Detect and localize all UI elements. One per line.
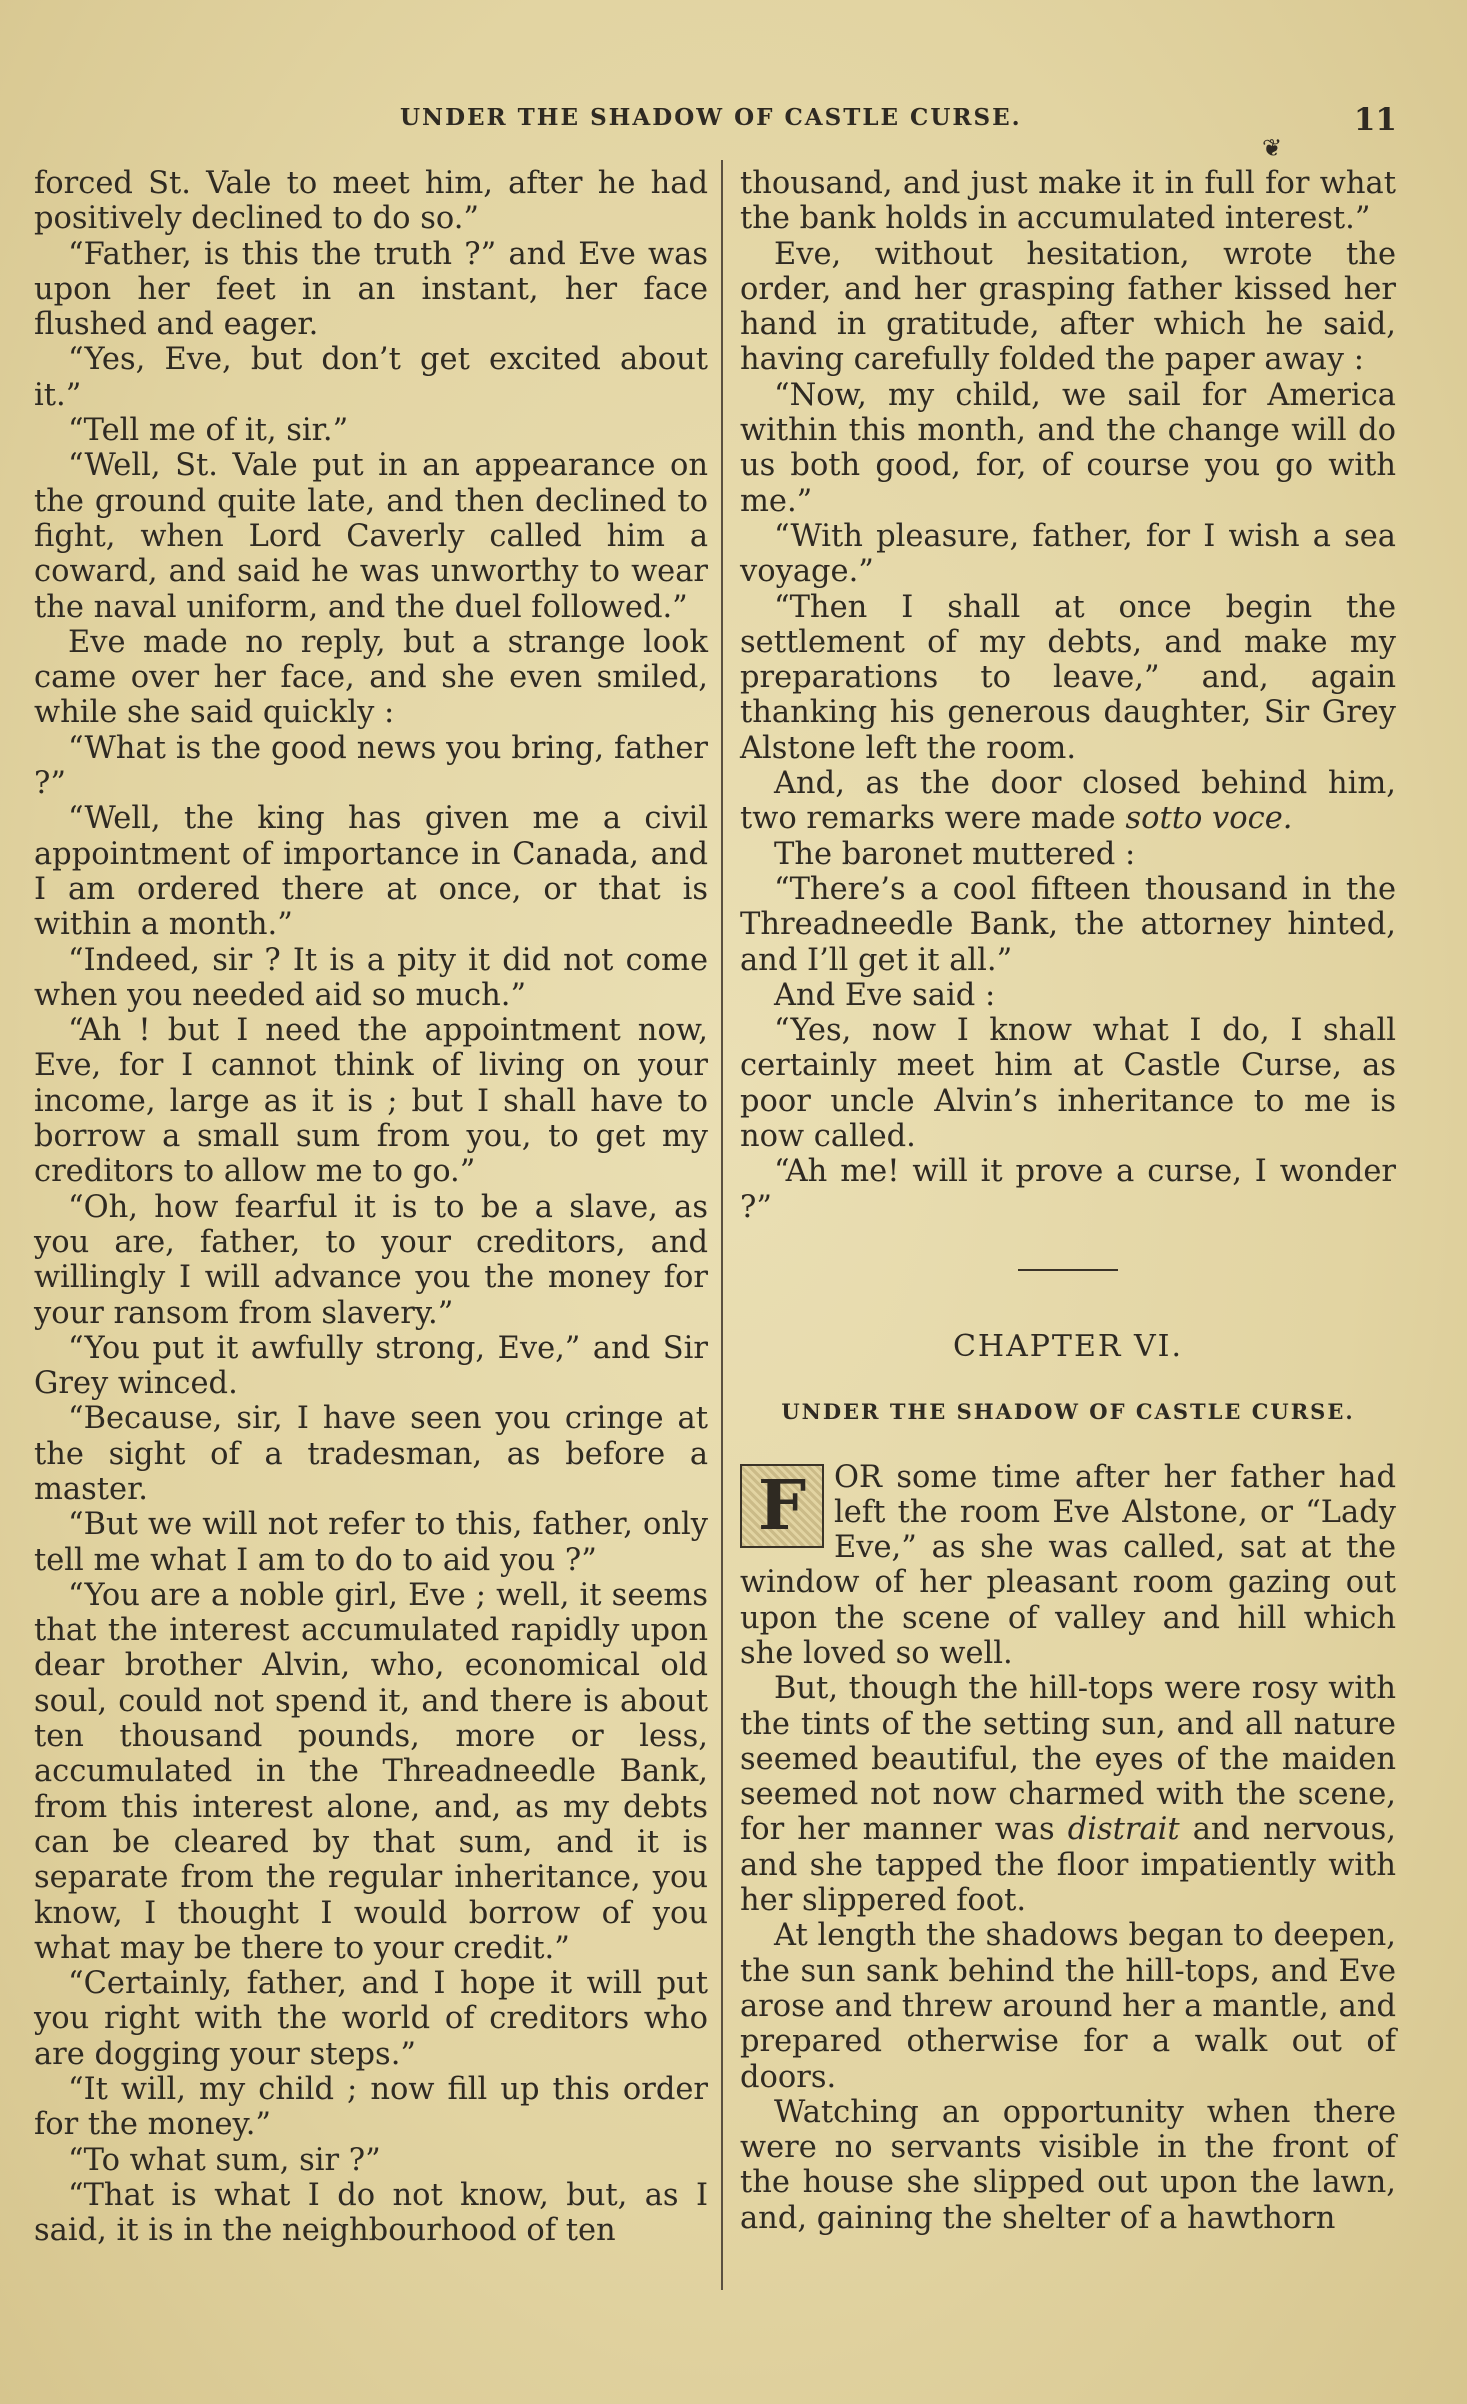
paragraph: “That is what I do not know, but, as I said, it is in the neighbourhood of ten bbox=[34, 2177, 708, 2249]
paragraph: “What is the good news you bring, father ?” bbox=[34, 730, 708, 802]
paragraph: “Yes, now I know what I do, I shall certainly meet him at Castle Curse, as poor uncle Alvin’s inheritance to me is now called. bbox=[740, 1013, 1396, 1155]
section-rule bbox=[1018, 1269, 1118, 1271]
right-column bbox=[740, 166, 1396, 2236]
paragraph: “With pleasure, father, for I wish a sea voyage.” bbox=[740, 518, 1396, 590]
paragraph: “Then I shall at once begin the settlement of my debts, and make my preparations to leave,” and, again thanking his generous daughter, Sir Grey Alstone left the room. bbox=[740, 589, 1396, 766]
paragraph-text: And, as the door closed behind him, two remarks were made bbox=[740, 766, 1396, 837]
paragraph: “Ah me! will it prove a curse, I wonder ?” bbox=[740, 1154, 1396, 1225]
left-column bbox=[34, 166, 708, 2249]
paragraph: “Ah ! but I need the appointment now, Eve, for I cannot think of living on your income, large as it is ; but I shall have to borrow a small sum from you, to get my creditors to allow me to go.” bbox=[34, 1013, 708, 1190]
paragraph: “Well, St. Vale put in an appearance on the ground quite late, and then declined to fight, when Lord Caverly called him a coward, and said he was unworthy to wear the naval uniform, and the duel followed.” bbox=[34, 448, 708, 625]
fleuron-ornament-icon: ❦ bbox=[1262, 134, 1283, 162]
paragraph: “But we will not refer to this, father, only tell me what I am to do to aid you ?” bbox=[34, 1507, 708, 1578]
paragraph: “Indeed, sir ? It is a pity it did not come when you needed aid so much.” bbox=[34, 942, 708, 1013]
column-divider bbox=[721, 160, 723, 2290]
paragraph: “Well, the king has given me a civil appointment of importance in Canada, and I am ordered there at once, or that is within a month.” bbox=[34, 801, 708, 943]
paragraph: “You are a noble girl, Eve ; well, it seems that the interest accumulated rapidly upon dear brother Alvin, who, economical old soul, could not spend it, and there is about ten thousand pounds, more or less, accumulated in the Threadneedle Bank, from this interest alone, and, as my debts can be cleared by that sum, and it is separate from the regular inheritance, you know, I thought I would borrow of you what may be there to your credit.” bbox=[34, 1577, 708, 1966]
paragraph: forced St. Vale to meet him, after he had positively declined to do so.” bbox=[34, 166, 708, 237]
paragraph: Eve, without hesitation, wrote the order, and her grasping father kissed her hand in gratitude, after which he said, having carefully folded the paper away : bbox=[740, 236, 1396, 378]
paragraph: “There’s a cool fifteen thousand in the Threadneedle Bank, the attorney hinted, and I’ll get it all.” bbox=[740, 871, 1396, 978]
paragraph: Watching an opportunity when there were no servants visible in the front of the house she slipped out upon the lawn, and, gaining the shelter of a hawthorn bbox=[740, 2094, 1396, 2236]
paragraph: “Certainly, father, and I hope it will put you right with the world of creditors who are dogging your steps.” bbox=[34, 1966, 708, 2072]
running-title: UNDER THE SHADOW OF CASTLE CURSE. bbox=[400, 104, 1022, 131]
paragraph: “Tell me of it, sir.” bbox=[68, 413, 349, 449]
paragraph-text: But, though the hill-tops were rosy with the tints of the setting sun, and all nature seemed beautiful, the eyes of the maiden seemed not now charmed with the scene, for her manner was bbox=[740, 1671, 1396, 1848]
page-number: 11 bbox=[1353, 102, 1397, 138]
paragraph: Eve made no reply, but a strange look came over her face, and she even smiled, while she said quickly : bbox=[34, 624, 708, 731]
paragraph: “Yes, Eve, but don’t get excited about it.” bbox=[34, 342, 708, 413]
paragraph: And Eve said : bbox=[774, 977, 996, 1013]
paragraph-text: OR some time after her father had left the room Eve Alstone, or “Lady Eve,” as she was called, sat at the window of her pleasant room gazing out upon the scene of valley and hill which she loved so well. bbox=[740, 1459, 1396, 1671]
paragraph: “To what sum, sir ?” bbox=[68, 2142, 381, 2178]
paragraph: “Oh, how fearful it is to be a slave, as you are, father, to your creditors, and willingly I will advance you the money for your ransom from slavery.” bbox=[34, 1189, 708, 1331]
paragraph-text: and nervous, and she tapped the floor impatiently with her slippered foot. bbox=[740, 1812, 1396, 1919]
paragraph: “You put it awfully strong, Eve,” and Sir Grey winced. bbox=[34, 1330, 708, 1402]
paragraph: The baronet muttered : bbox=[774, 836, 1136, 872]
paragraph: “Because, sir, I have seen you cringe at the sight of a tradesman, as before a master. bbox=[34, 1401, 708, 1507]
paragraph: At length the shadows began to deepen, the sun sank behind the hill-tops, and Eve arose and threw around her a mantle, and prepared otherwise for a walk out of doors. bbox=[740, 1918, 1396, 2095]
paragraph: “Father, is this the truth ?” and Eve was upon her feet in an instant, her face flushed and eager. bbox=[34, 236, 708, 343]
paragraph: thousand, and just make it in full for what the bank holds in accumulated interest.” bbox=[740, 166, 1396, 237]
paragraph bbox=[740, 1671, 1396, 1918]
paragraph bbox=[740, 766, 1396, 837]
chapter-subtitle: UNDER THE SHADOW OF CASTLE CURSE. bbox=[781, 1399, 1355, 1425]
chapter-title: CHAPTER VI. bbox=[952, 1328, 1184, 1364]
drop-cap: F bbox=[740, 1464, 824, 1548]
paragraph bbox=[740, 1460, 1396, 1672]
paragraph: “Now, my child, we sail for America within this month, and the change will do us both good, for, of course you go with me.” bbox=[740, 377, 1396, 519]
italic-word: distrait bbox=[1067, 1812, 1180, 1848]
italic-phrase: sotto voce. bbox=[1125, 801, 1293, 837]
paragraph: “It will, my child ; now fill up this order for the money.” bbox=[34, 2072, 708, 2143]
